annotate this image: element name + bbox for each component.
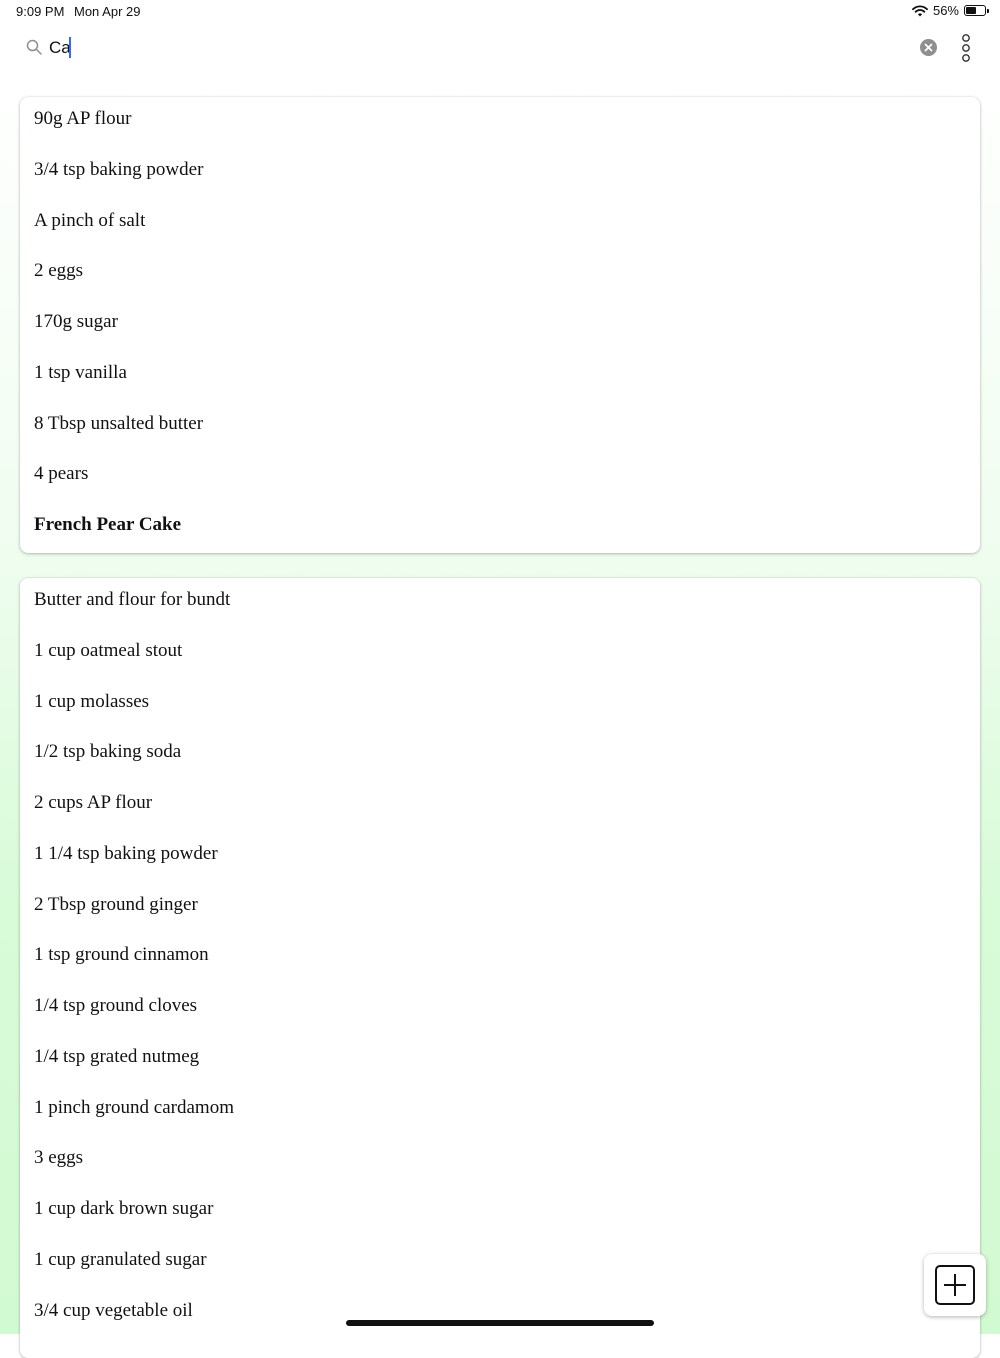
list-item[interactable]: 2 eggs	[34, 260, 84, 281]
list-item[interactable]: A pinch of salt	[34, 210, 146, 231]
search-bar	[0, 28, 1000, 68]
more-options-button[interactable]	[955, 34, 977, 62]
battery-percent: 56%	[932, 3, 959, 18]
clear-search-button[interactable]	[920, 39, 937, 56]
list-item[interactable]: 3/4 tsp baking powder	[34, 159, 204, 180]
list-item[interactable]: 90g AP flour	[34, 108, 132, 129]
add-icon	[924, 1254, 986, 1316]
list-item[interactable]: 3/4 cup vegetable oil	[34, 1300, 193, 1321]
list-item[interactable]: 1 tsp ground cinnamon	[34, 944, 209, 965]
recipe-title[interactable]: French Pear Cake	[34, 514, 182, 535]
list-item[interactable]: 1 1/4 tsp baking powder	[34, 843, 218, 864]
battery-icon	[964, 5, 986, 16]
more-vertical-icon	[955, 34, 977, 62]
list-item[interactable]: 3 eggs	[34, 1147, 84, 1168]
list-item[interactable]: 1 cup molasses	[34, 691, 150, 712]
list-item[interactable]: 1 cup granulated sugar	[34, 1249, 207, 1270]
list-item[interactable]: 4 pears	[34, 463, 89, 484]
status-date: Mon Apr 29	[74, 4, 141, 19]
status-time: 9:09 PM	[16, 4, 65, 19]
status-indicators	[912, 3, 986, 18]
text-caret	[69, 37, 71, 58]
list-item[interactable]: 1 tsp vanilla	[34, 362, 127, 383]
clear-icon	[920, 39, 937, 56]
list-item[interactable]: 1/4 tsp grated nutmeg	[34, 1046, 200, 1067]
list-item[interactable]: 1 cup dark brown sugar	[34, 1198, 214, 1219]
list-item[interactable]: 2 Tbsp ground ginger	[34, 894, 198, 915]
home-indicator[interactable]	[346, 1320, 654, 1326]
add-button[interactable]	[924, 1254, 986, 1316]
list-item[interactable]: 1 pinch ground cardamom	[34, 1097, 234, 1118]
list-item[interactable]: 1 cup oatmeal stout	[34, 640, 183, 661]
wifi-icon	[912, 5, 928, 17]
list-item[interactable]: 170g sugar	[34, 311, 118, 332]
status-bar	[0, 0, 1000, 24]
list-item[interactable]: 1/2 tsp baking soda	[34, 741, 182, 762]
list-item[interactable]: 8 Tbsp unsalted butter	[34, 413, 204, 434]
list-item[interactable]: 1/4 tsp ground cloves	[34, 995, 198, 1016]
list-item[interactable]: 2 cups AP flour	[34, 792, 153, 813]
recipe-card[interactable]	[20, 97, 980, 553]
search-input[interactable]	[49, 36, 649, 60]
list-item[interactable]: Butter and flour for bundt	[34, 589, 231, 610]
search-icon	[26, 39, 42, 55]
recipe-card[interactable]	[20, 578, 980, 1358]
